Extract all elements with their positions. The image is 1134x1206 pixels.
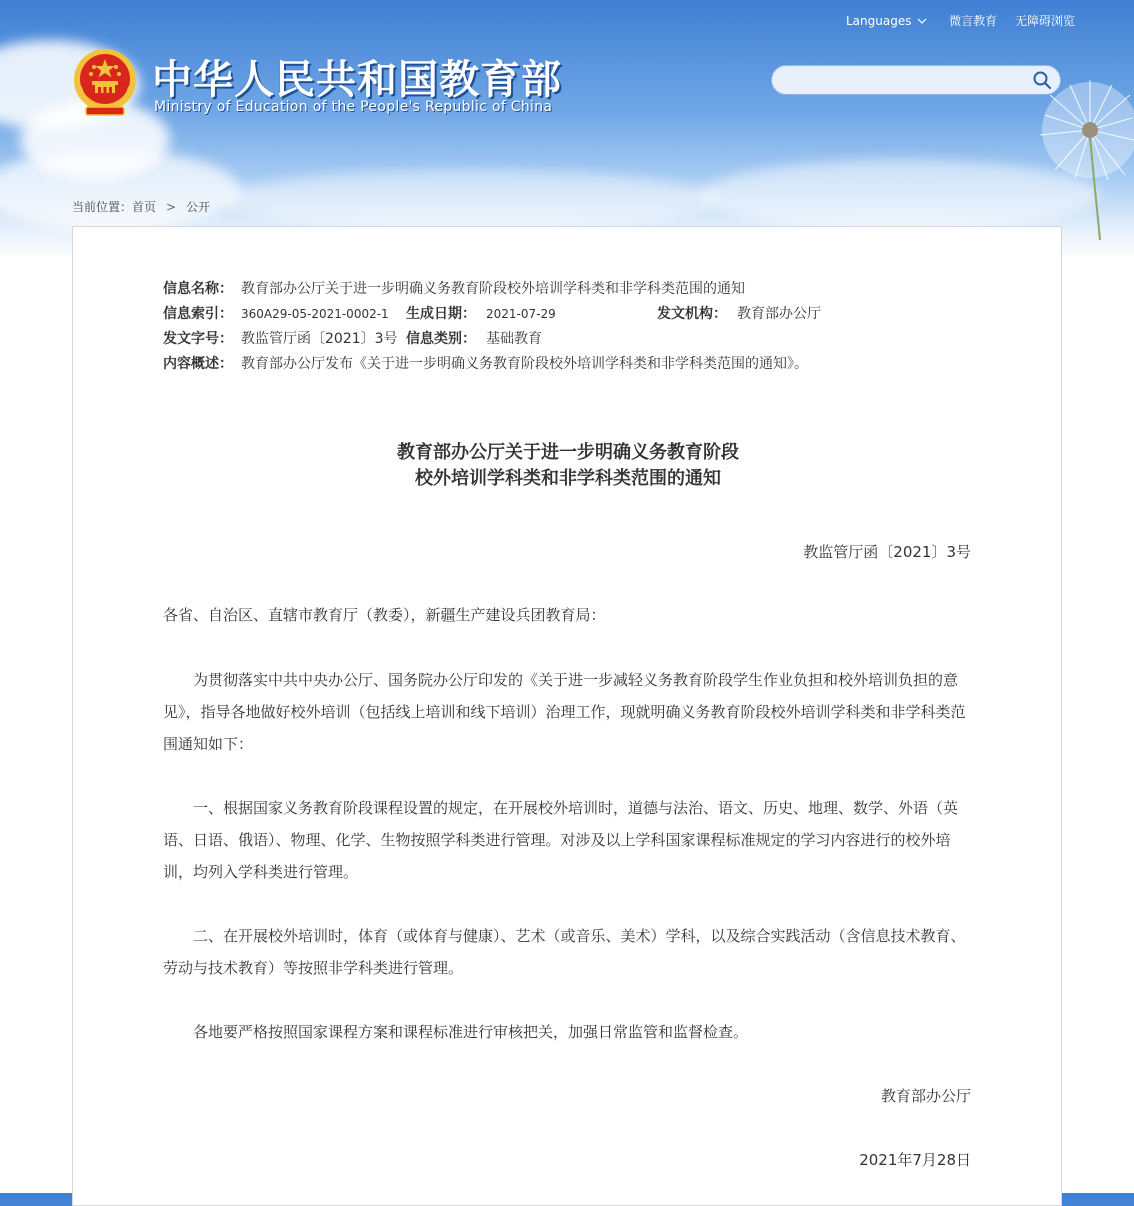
accessible-link[interactable]: 无障碍浏览 bbox=[1014, 14, 1075, 28]
document-signer: 教育部办公厅 bbox=[880, 1087, 971, 1105]
meta-row-summary bbox=[163, 354, 808, 379]
meta-index-label: 信息索引： bbox=[163, 306, 233, 322]
meta-org-label: 发文机构： bbox=[657, 306, 727, 322]
document-title-line1: 教育部办公厅关于进一步明确义务教育阶段 bbox=[397, 442, 739, 463]
meta-date-label: 生成日期： bbox=[406, 306, 476, 322]
breadcrumb-separator: > bbox=[166, 200, 177, 214]
meta-docno-label: 发文字号： bbox=[163, 331, 233, 347]
search-box bbox=[771, 65, 1061, 95]
weiyan-link[interactable]: 微言教育 bbox=[949, 14, 998, 28]
meta-date-value: 2021-07-29 bbox=[486, 307, 556, 321]
meta-name-label: 信息名称： bbox=[163, 281, 233, 297]
meta-summary-label: 内容概述： bbox=[163, 356, 233, 372]
document-addressee: 各省、自治区、直辖市教育厅（教委），新疆生产建设兵团教育局： bbox=[163, 606, 606, 624]
chevron-down-icon bbox=[917, 18, 927, 25]
article-panel bbox=[72, 226, 1062, 1206]
languages-link[interactable] bbox=[846, 14, 931, 28]
national-emblem-icon bbox=[72, 47, 138, 117]
cloud-decoration bbox=[0, 150, 240, 230]
document-title bbox=[73, 440, 1063, 492]
meta-summary-value: 教育部办公厅发布《关于进一步明确义务教育阶段校外培训学科类和非学科类范围的通知》。 bbox=[241, 356, 808, 372]
meta-org-value: 教育部办公厅 bbox=[737, 306, 821, 322]
breadcrumb-home[interactable]: 首页 bbox=[132, 200, 157, 214]
document-paragraph-3: 二、在开展校外培训时，体育（或体育与健康）、艺术（或音乐、美术）学科，以及综合实践活动（含信息技术教育、劳动与技术教育）等按照非学科类进行管理。 bbox=[163, 927, 966, 977]
breadcrumb-prefix: 当前位置： bbox=[72, 200, 133, 214]
meta-category-label: 信息类别： bbox=[406, 331, 476, 347]
meta-row-name bbox=[163, 279, 808, 304]
site-title-en: Ministry of Education of the People's Republic of China bbox=[154, 99, 553, 115]
meta-row-index bbox=[163, 304, 821, 329]
meta-index-value: 360A29-05-2021-0002-1 bbox=[241, 307, 389, 321]
breadcrumb-current[interactable]: 公开 bbox=[186, 200, 211, 214]
languages-label: Languages bbox=[846, 14, 912, 28]
document-paragraph-1: 为贯彻落实中共中央办公厅、国务院办公厅印发的《关于进一步减轻义务教育阶段学生作业负担和校外培训负担的意见》，指导各地做好校外培训（包括线上培训和线下培训）治理工作，现就明确义务教育阶段校外培训学科类和非学科类范围通知如下： bbox=[163, 671, 966, 753]
search-input[interactable] bbox=[784, 70, 1028, 92]
meta-docno-value: 教监管厅函〔2021〕3号 bbox=[241, 331, 398, 347]
document-title-line2: 校外培训学科类和非学科类范围的通知 bbox=[415, 468, 721, 489]
meta-category-value: 基础教育 bbox=[486, 331, 542, 347]
document-date: 2021年7月28日 bbox=[859, 1151, 971, 1169]
meta-name-value: 教育部办公厅关于进一步明确义务教育阶段校外培训学科类和非学科类范围的通知 bbox=[241, 281, 745, 297]
site-title-cn: 中华人民共和国教育部 bbox=[152, 57, 562, 103]
dandelion-decoration bbox=[1020, 40, 1134, 240]
meta-row-docno bbox=[163, 329, 808, 354]
document-paragraph-2: 一、根据国家义务教育阶段课程设置的规定，在开展校外培训时，道德与法治、语文、历史、地理、数学、外语（英语、日语、俄语）、物理、化学、生物按照学科类进行管理。对涉及以上学科国家课程标准规定的学习内容进行的校外培训，均列入学科类进行管理。 bbox=[163, 799, 959, 881]
cloud-decoration bbox=[220, 170, 720, 230]
breadcrumb bbox=[72, 198, 210, 215]
document-number: 教监管厅函〔2021〕3号 bbox=[803, 543, 971, 561]
document-paragraph-4: 各地要严格按照国家课程方案和课程标准进行审核把关，加强日常监管和监督检查。 bbox=[193, 1023, 749, 1041]
info-meta bbox=[163, 279, 821, 379]
top-links bbox=[846, 12, 1075, 29]
